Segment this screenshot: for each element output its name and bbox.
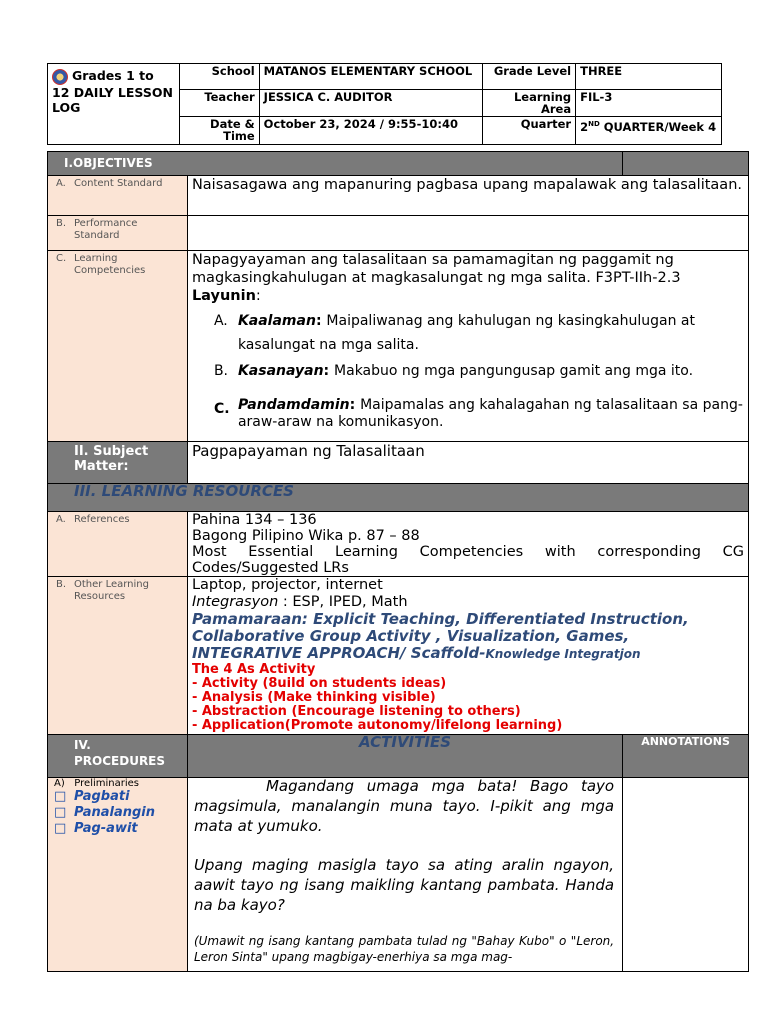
subject-matter-label: II. Subject Matter: (48, 442, 188, 484)
header-table (47, 63, 722, 145)
subject-matter-value: Pagpapayaman ng Talasalitaan (187, 442, 748, 484)
preliminaries-cell (48, 778, 188, 972)
teacher-value: JESSICA C. AUDITOR (259, 90, 483, 117)
dll-title-cell (48, 64, 180, 145)
activity-lines (192, 677, 744, 733)
activity-line: - Analysis (Make thinking visible) (191, 690, 436, 705)
activity-line: - Activity (8uild on students ideas) (191, 676, 447, 691)
annotations-heading: ANNOTATIONS (623, 735, 749, 778)
pamamaraan: Pamamaraan: Explicit Teaching, Differentiated Instruction, Collaborative Group Activity , Visualization, Games, INTEGRATIVE APPROACH/ Scaffold-Knowledge Integratjon (191, 610, 689, 662)
bullet-icon: □ (54, 789, 67, 804)
deped-seal-icon (52, 69, 68, 85)
quarter-label: Quarter (483, 117, 576, 145)
bullet-icon: □ (54, 805, 67, 820)
layunin-list (192, 309, 744, 431)
competencies-cell (187, 251, 748, 442)
procedures-label: IV. PROCEDURES (48, 735, 188, 778)
layunin-marker: A. (213, 313, 228, 329)
activity-para-1: Magandang umaga mga bata! Bago tayo magsimula, manalangin muna tayo. I-pikit ang mga mata at yumuko. (193, 777, 615, 835)
performance-standard-value (187, 216, 748, 251)
activity-para-3: (Umawit ng isang kantang pambata tulad ng "Bahay Kubo" o "Leron, Leron Sinta" upang magbigay-enerhiya sa mga mag- (193, 934, 615, 964)
activity-para-2: Upang maging masigla tayo sa ating aralin ngayon, aawit tayo ng isang maikling kantang pambata. Handa na ba kayo? (193, 856, 615, 914)
performance-standard-label: B. Performance Standard (48, 216, 188, 251)
bullet-icon: □ (54, 821, 67, 836)
layunin-item (214, 397, 744, 431)
layunin-text: Kaalaman: Maipaliwanag ang kahulugan ng kasingkahulugan at kasalungat na mga salita. (237, 313, 695, 353)
quarter-value: 2ND QUARTER/Week 4 (576, 117, 722, 145)
date-value: October 23, 2024 / 9:55-10:40 (259, 117, 483, 145)
layunin-text: Kasanayan: Makabuo ng mga pangungusap gamit ang mga ito. (237, 363, 694, 379)
grade-level-label: Grade Level (483, 64, 576, 90)
activities-cell (187, 778, 622, 972)
layunin-marker: C. (213, 401, 230, 417)
content-standard-label: A. Content Standard (48, 176, 188, 216)
school-value: MATANOS ELEMENTARY SCHOOL (259, 64, 483, 90)
layunin-marker: B. (213, 363, 228, 379)
activity-line: - Application(Promote autonomy/lifelong learning) (191, 718, 563, 733)
integrasyon: Integrasyon : ESP, IPED, Math (191, 594, 408, 610)
activity-title: The 4 As Activity (191, 662, 316, 677)
activity-line: - Abstraction (Encourage listening to others) (191, 704, 521, 719)
teacher-label: Teacher (179, 90, 259, 117)
preliminary-item: □ Panalangin (54, 805, 155, 820)
grade-level-value: THREE (576, 64, 722, 90)
activities-heading: ACTIVITIES (187, 735, 622, 778)
reference-2: Bagong Pilipino Wika p. 87 – 88 (191, 528, 420, 544)
learning-resources-heading: III. LEARNING RESOURCES (48, 484, 749, 512)
reference-3: Most Essential Learning Competencies with corresponding CG Codes/Suggested LRs (191, 544, 744, 576)
annotations-cell (623, 778, 749, 972)
lesson-table (47, 151, 749, 972)
other-resources-label: B. Other Learning Resources (48, 577, 188, 735)
dll-title: Grades 1 to 12 DAILY LESSON LOG (52, 68, 173, 115)
learning-area-value: FIL-3 (576, 90, 722, 117)
competencies-text: Napagyayaman ang talasalitaan sa pamamagitan ng paggamit ng magkasingkahulugan at magkasalungat ng mga salita. F3PT-IIh-2.3 (191, 252, 681, 286)
layunin: Layunin: (191, 288, 261, 304)
learning-area-label: Learning Area (483, 90, 576, 117)
layunin-text: Pandamdamin: Maipamalas ang kahalagahan ng talasalitaan sa pang-araw-araw na komunikasyon. (237, 397, 743, 430)
preliminaries-list (54, 789, 183, 837)
preliminary-item: □ Pag-awit (54, 821, 138, 836)
references-label: A. References (48, 512, 188, 577)
school-label: School (179, 64, 259, 90)
content-standard-value: Naisasagawa ang mapanuring pagbasa upang mapalawak ang talasalitaan. (187, 176, 748, 216)
preliminary-item: □ Pagbati (54, 789, 130, 804)
objectives-heading: I.OBJECTIVES (48, 152, 623, 176)
competencies-label: C. Learning Competencies (48, 251, 188, 442)
date-label: Date & Time (179, 117, 259, 145)
reference-1: Pahina 134 – 136 (191, 512, 317, 528)
layunin-item (214, 359, 744, 383)
references-cell (187, 512, 748, 577)
layunin-item (214, 309, 744, 357)
other-resources-cell (187, 577, 748, 735)
preliminaries-label: A) Preliminaries (54, 778, 139, 789)
other-resources-line1: Laptop, projector, internet (191, 577, 383, 593)
objectives-heading-right (623, 152, 749, 176)
